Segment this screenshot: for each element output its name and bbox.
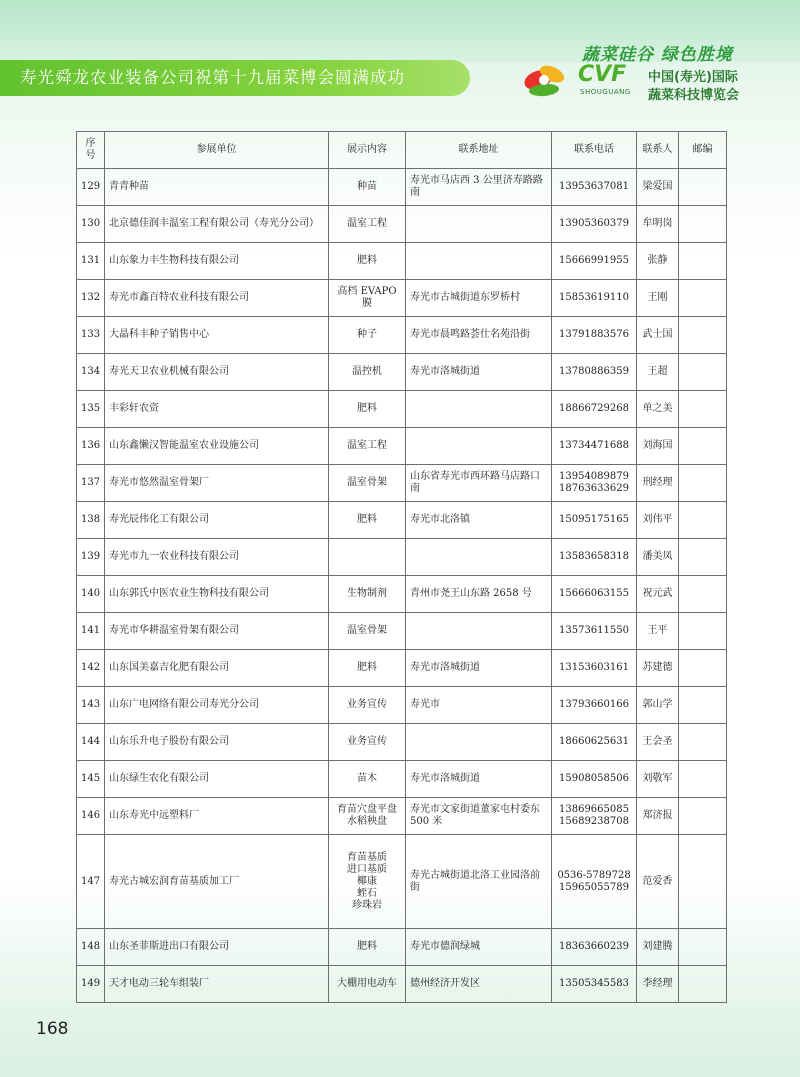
contact-person: 王平 [637, 613, 679, 650]
logo-abbreviation: CVF [578, 62, 627, 87]
postal-code [679, 280, 727, 317]
table-header-row [77, 132, 727, 169]
postal-code [679, 687, 727, 724]
header-category: 展示内容 [329, 132, 406, 169]
company-name: 山东寿光中远塑料厂 [105, 798, 329, 835]
company-name: 山东鑫懒汉智能温室农业设施公司 [105, 428, 329, 465]
row-number: 135 [77, 391, 105, 428]
logo-subtitle: SHOUGUANG [580, 88, 631, 96]
row-number: 143 [77, 687, 105, 724]
table-row [77, 317, 727, 354]
contact-person: 李经理 [637, 966, 679, 1003]
contact-person: 刘伟平 [637, 502, 679, 539]
exhibit-category: 育苗基质 进口基质 椰康 蛭石 珍珠岩 [329, 835, 406, 929]
postal-code [679, 650, 727, 687]
company-name: 山东郭氏中医农业生物科技有限公司 [105, 576, 329, 613]
company-name: 大晶科丰种子销售中心 [105, 317, 329, 354]
company-name: 寿光辰伟化工有限公司 [105, 502, 329, 539]
contact-address: 寿光市德润绿城 [406, 929, 552, 966]
row-number: 129 [77, 169, 105, 206]
row-number: 139 [77, 539, 105, 576]
company-name: 山东绿生农化有限公司 [105, 761, 329, 798]
contact-phone: 13793660166 [552, 687, 637, 724]
table-row [77, 929, 727, 966]
row-number: 131 [77, 243, 105, 280]
row-number: 133 [77, 317, 105, 354]
company-name: 山东象力丰生物科技有限公司 [105, 243, 329, 280]
exhibit-category: 生物制剂 [329, 576, 406, 613]
company-name: 寿光市九一农业科技有限公司 [105, 539, 329, 576]
table-row [77, 798, 727, 835]
postal-code [679, 798, 727, 835]
contact-phone: 13505345583 [552, 966, 637, 1003]
logo-name-line-2: 蔬菜科技博览会 [648, 88, 740, 103]
row-number: 134 [77, 354, 105, 391]
contact-phone: 13905360379 [552, 206, 637, 243]
exhibit-category: 肥料 [329, 243, 406, 280]
contact-person: 王会圣 [637, 724, 679, 761]
postal-code [679, 502, 727, 539]
row-number: 137 [77, 465, 105, 502]
postal-code [679, 576, 727, 613]
contact-person: 牟明岗 [637, 206, 679, 243]
exhibit-category: 种子 [329, 317, 406, 354]
contact-phone: 15908058506 [552, 761, 637, 798]
table-row [77, 576, 727, 613]
row-number: 136 [77, 428, 105, 465]
postal-code [679, 317, 727, 354]
contact-person: 梁爱国 [637, 169, 679, 206]
row-number: 141 [77, 613, 105, 650]
table-row [77, 243, 727, 280]
contact-phone: 13153603161 [552, 650, 637, 687]
postal-code [679, 835, 727, 929]
exhibit-category: 温室骨架 [329, 613, 406, 650]
contact-address [406, 391, 552, 428]
contact-person: 武士国 [637, 317, 679, 354]
contact-address [406, 539, 552, 576]
header-zip: 邮编 [679, 132, 727, 169]
table-row [77, 354, 727, 391]
row-number: 138 [77, 502, 105, 539]
table-row [77, 613, 727, 650]
company-name: 山东国美嘉吉化肥有限公司 [105, 650, 329, 687]
postal-code [679, 613, 727, 650]
exhibit-category [329, 539, 406, 576]
table-row [77, 169, 727, 206]
contact-person: 王超 [637, 354, 679, 391]
contact-address: 寿光市文家街道董家屯村委东 500 米 [406, 798, 552, 835]
row-number: 132 [77, 280, 105, 317]
slogan: 蔬菜硅谷 绿色胜境 [582, 45, 733, 65]
contact-phone: 13953637081 [552, 169, 637, 206]
contact-address: 寿光市北洛镇 [406, 502, 552, 539]
contact-address: 寿光市古城街道东罗桥村 [406, 280, 552, 317]
contact-person: 刘海国 [637, 428, 679, 465]
contact-person: 王刚 [637, 280, 679, 317]
exhibit-category: 肥料 [329, 650, 406, 687]
exhibit-category: 肥料 [329, 502, 406, 539]
postal-code [679, 243, 727, 280]
exhibit-category: 温室工程 [329, 428, 406, 465]
contact-phone: 13780886359 [552, 354, 637, 391]
contact-phone: 15853619110 [552, 280, 637, 317]
exhibit-category: 育苗穴盘平盘 水稻秧盘 [329, 798, 406, 835]
table-row [77, 539, 727, 576]
contact-address: 寿光市马店西 3 公里济寿路路南 [406, 169, 552, 206]
contact-person: 范爱香 [637, 835, 679, 929]
exhibit-category: 温控机 [329, 354, 406, 391]
exhibit-category: 苗木 [329, 761, 406, 798]
header-contact: 联系人 [637, 132, 679, 169]
company-name: 寿光市鑫百特农业科技有限公司 [105, 280, 329, 317]
postal-code [679, 539, 727, 576]
contact-address [406, 613, 552, 650]
table-row [77, 465, 727, 502]
header-number: 序号 [77, 132, 105, 169]
contact-address [406, 428, 552, 465]
exhibit-category: 肥料 [329, 391, 406, 428]
postal-code [679, 206, 727, 243]
contact-person: 刘敬军 [637, 761, 679, 798]
postal-code [679, 966, 727, 1003]
contact-phone: 0536-5789728 15965055789 [552, 835, 637, 929]
contact-phone: 13869665085 15689238708 [552, 798, 637, 835]
contact-phone: 15095175165 [552, 502, 637, 539]
table-row [77, 428, 727, 465]
contact-person: 潘美凤 [637, 539, 679, 576]
contact-phone: 15666063155 [552, 576, 637, 613]
contact-phone: 18660625631 [552, 724, 637, 761]
contact-address: 寿光古城街道北洛工业园洛前街 [406, 835, 552, 929]
contact-person: 郭山学 [637, 687, 679, 724]
exhibit-category: 温室骨架 [329, 465, 406, 502]
company-name: 北京德佳润丰温室工程有限公司（寿光分公司） [105, 206, 329, 243]
row-number: 148 [77, 929, 105, 966]
exhibit-category: 业务宣传 [329, 724, 406, 761]
contact-phone: 13573611550 [552, 613, 637, 650]
postal-code [679, 391, 727, 428]
contact-address: 山东省寿光市西环路马店路口南 [406, 465, 552, 502]
banner-title: 寿光舜龙农业装备公司祝第十九届菜博会圆满成功 [20, 68, 405, 87]
page-number: 168 [36, 1019, 69, 1039]
contact-phone: 13791883576 [552, 317, 637, 354]
contact-person: 张静 [637, 243, 679, 280]
header-phone: 联系电话 [552, 132, 637, 169]
header-company: 参展单位 [105, 132, 329, 169]
contact-address: 青州市尧王山东路 2658 号 [406, 576, 552, 613]
postal-code [679, 761, 727, 798]
contact-phone: 13734471688 [552, 428, 637, 465]
table-row [77, 966, 727, 1003]
row-number: 144 [77, 724, 105, 761]
table-row [77, 761, 727, 798]
exhibit-category: 种苗 [329, 169, 406, 206]
contact-address: 寿光市洛城街道 [406, 761, 552, 798]
exhibit-category: 肥料 [329, 929, 406, 966]
contact-phone: 18866729268 [552, 391, 637, 428]
table-row [77, 280, 727, 317]
expo-logo-icon [518, 56, 572, 102]
row-number: 142 [77, 650, 105, 687]
postal-code [679, 354, 727, 391]
contact-phone: 15666991955 [552, 243, 637, 280]
table-row [77, 724, 727, 761]
contact-person: 刘建腾 [637, 929, 679, 966]
contact-address: 寿光市晨鸣路荟仕名苑沿街 [406, 317, 552, 354]
contact-address [406, 724, 552, 761]
postal-code [679, 169, 727, 206]
row-number: 146 [77, 798, 105, 835]
row-number: 149 [77, 966, 105, 1003]
table-row [77, 687, 727, 724]
contact-phone: 13954089879 18763633629 [552, 465, 637, 502]
row-number: 130 [77, 206, 105, 243]
row-number: 140 [77, 576, 105, 613]
contact-person: 苏建德 [637, 650, 679, 687]
postal-code [679, 724, 727, 761]
contact-address [406, 243, 552, 280]
company-name: 天才电动三轮车组装厂 [105, 966, 329, 1003]
company-name: 寿光市悠然温室骨架厂 [105, 465, 329, 502]
row-number: 147 [77, 835, 105, 929]
exhibit-category: 业务宣传 [329, 687, 406, 724]
company-name: 山东广电网络有限公司寿光分公司 [105, 687, 329, 724]
company-name: 寿光天卫农业机械有限公司 [105, 354, 329, 391]
company-name: 寿光市华耕温室骨架有限公司 [105, 613, 329, 650]
row-number: 145 [77, 761, 105, 798]
postal-code [679, 929, 727, 966]
contact-address: 寿光市洛城街道 [406, 650, 552, 687]
contact-address: 德州经济开发区 [406, 966, 552, 1003]
postal-code [679, 465, 727, 502]
logo-name-line-1: 中国(寿光)国际 [648, 70, 738, 85]
table-row [77, 502, 727, 539]
contact-person: 祝元武 [637, 576, 679, 613]
contact-address: 寿光市洛城街道 [406, 354, 552, 391]
company-name: 山东圣菲斯进出口有限公司 [105, 929, 329, 966]
table-row [77, 206, 727, 243]
exhibit-category: 高档 EVAPO 膜 [329, 280, 406, 317]
company-name: 青青种苗 [105, 169, 329, 206]
header-address: 联系地址 [406, 132, 552, 169]
exhibit-category: 温室工程 [329, 206, 406, 243]
exhibitor-table [76, 131, 727, 1003]
contact-phone: 18363660239 [552, 929, 637, 966]
contact-phone: 13583658318 [552, 539, 637, 576]
exhibit-category: 大棚用电动车 [329, 966, 406, 1003]
company-name: 山东乐升电子股份有限公司 [105, 724, 329, 761]
contact-address: 寿光市 [406, 687, 552, 724]
contact-person: 郑济报 [637, 798, 679, 835]
postal-code [679, 428, 727, 465]
table-row [77, 835, 727, 929]
table-row [77, 391, 727, 428]
company-name: 寿光古城宏润育苗基质加工厂 [105, 835, 329, 929]
company-name: 丰彩轩农资 [105, 391, 329, 428]
contact-person: 单之美 [637, 391, 679, 428]
contact-address [406, 206, 552, 243]
table-row [77, 650, 727, 687]
contact-person: 刑经理 [637, 465, 679, 502]
